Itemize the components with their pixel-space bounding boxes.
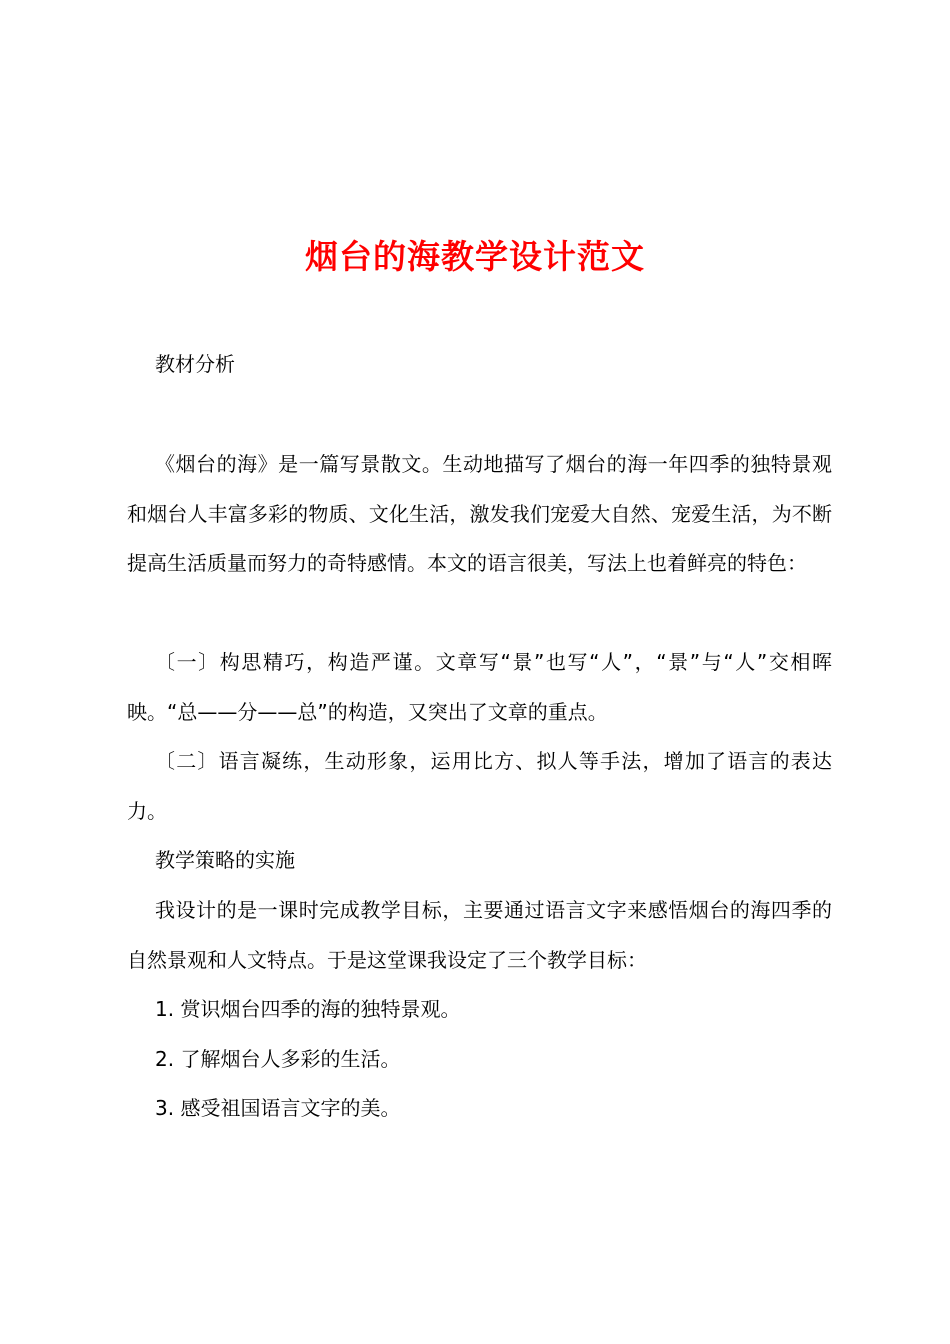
section-heading-textbook-analysis: 教材分析 bbox=[155, 352, 235, 376]
paragraph-point-two bbox=[127, 737, 832, 836]
document-title: 烟台的海教学设计范文 bbox=[305, 237, 645, 277]
paragraph-point-one bbox=[127, 638, 832, 737]
list-item: 1. 赏识烟台四季的海的独特景观。 bbox=[155, 997, 461, 1021]
paragraph-text: 《烟台的海》是一篇写景散文。生动地描写了烟台的海一年四季的独特景观和烟台人丰富多彩的物质、文化生活，激发我们宠爱大自然、宠爱生活，为不断提高生活质量而努力的奇特感情。本文的语言很美，写法上也着鲜亮的特色： bbox=[127, 452, 832, 575]
paragraph-text: 〔二〕语言凝练，生动形象，运用比方、拟人等手法，增加了语言的表达力。 bbox=[127, 749, 832, 823]
list-item: 3. 感受祖国语言文字的美。 bbox=[155, 1096, 401, 1120]
paragraph-intro bbox=[127, 440, 832, 589]
teaching-goals-list bbox=[155, 985, 460, 1134]
paragraph-text: 我设计的是一课时完成教学目标，主要通过语言文字来感悟烟台的海四季的自然景观和人文特点。于是这堂课我设定了三个教学目标： bbox=[127, 898, 832, 972]
paragraph-text: 〔一〕构思精巧，构造严谨。文章写“景”也写“人”，“景”与“人”交相晖映。“总——分——总”的构造，又突出了文章的重点。 bbox=[127, 650, 832, 724]
list-item: 2. 了解烟台人多彩的生活。 bbox=[155, 1046, 401, 1071]
section-heading-teaching-strategy: 教学策略的实施 bbox=[155, 848, 295, 872]
paragraph-strategy bbox=[127, 886, 832, 985]
